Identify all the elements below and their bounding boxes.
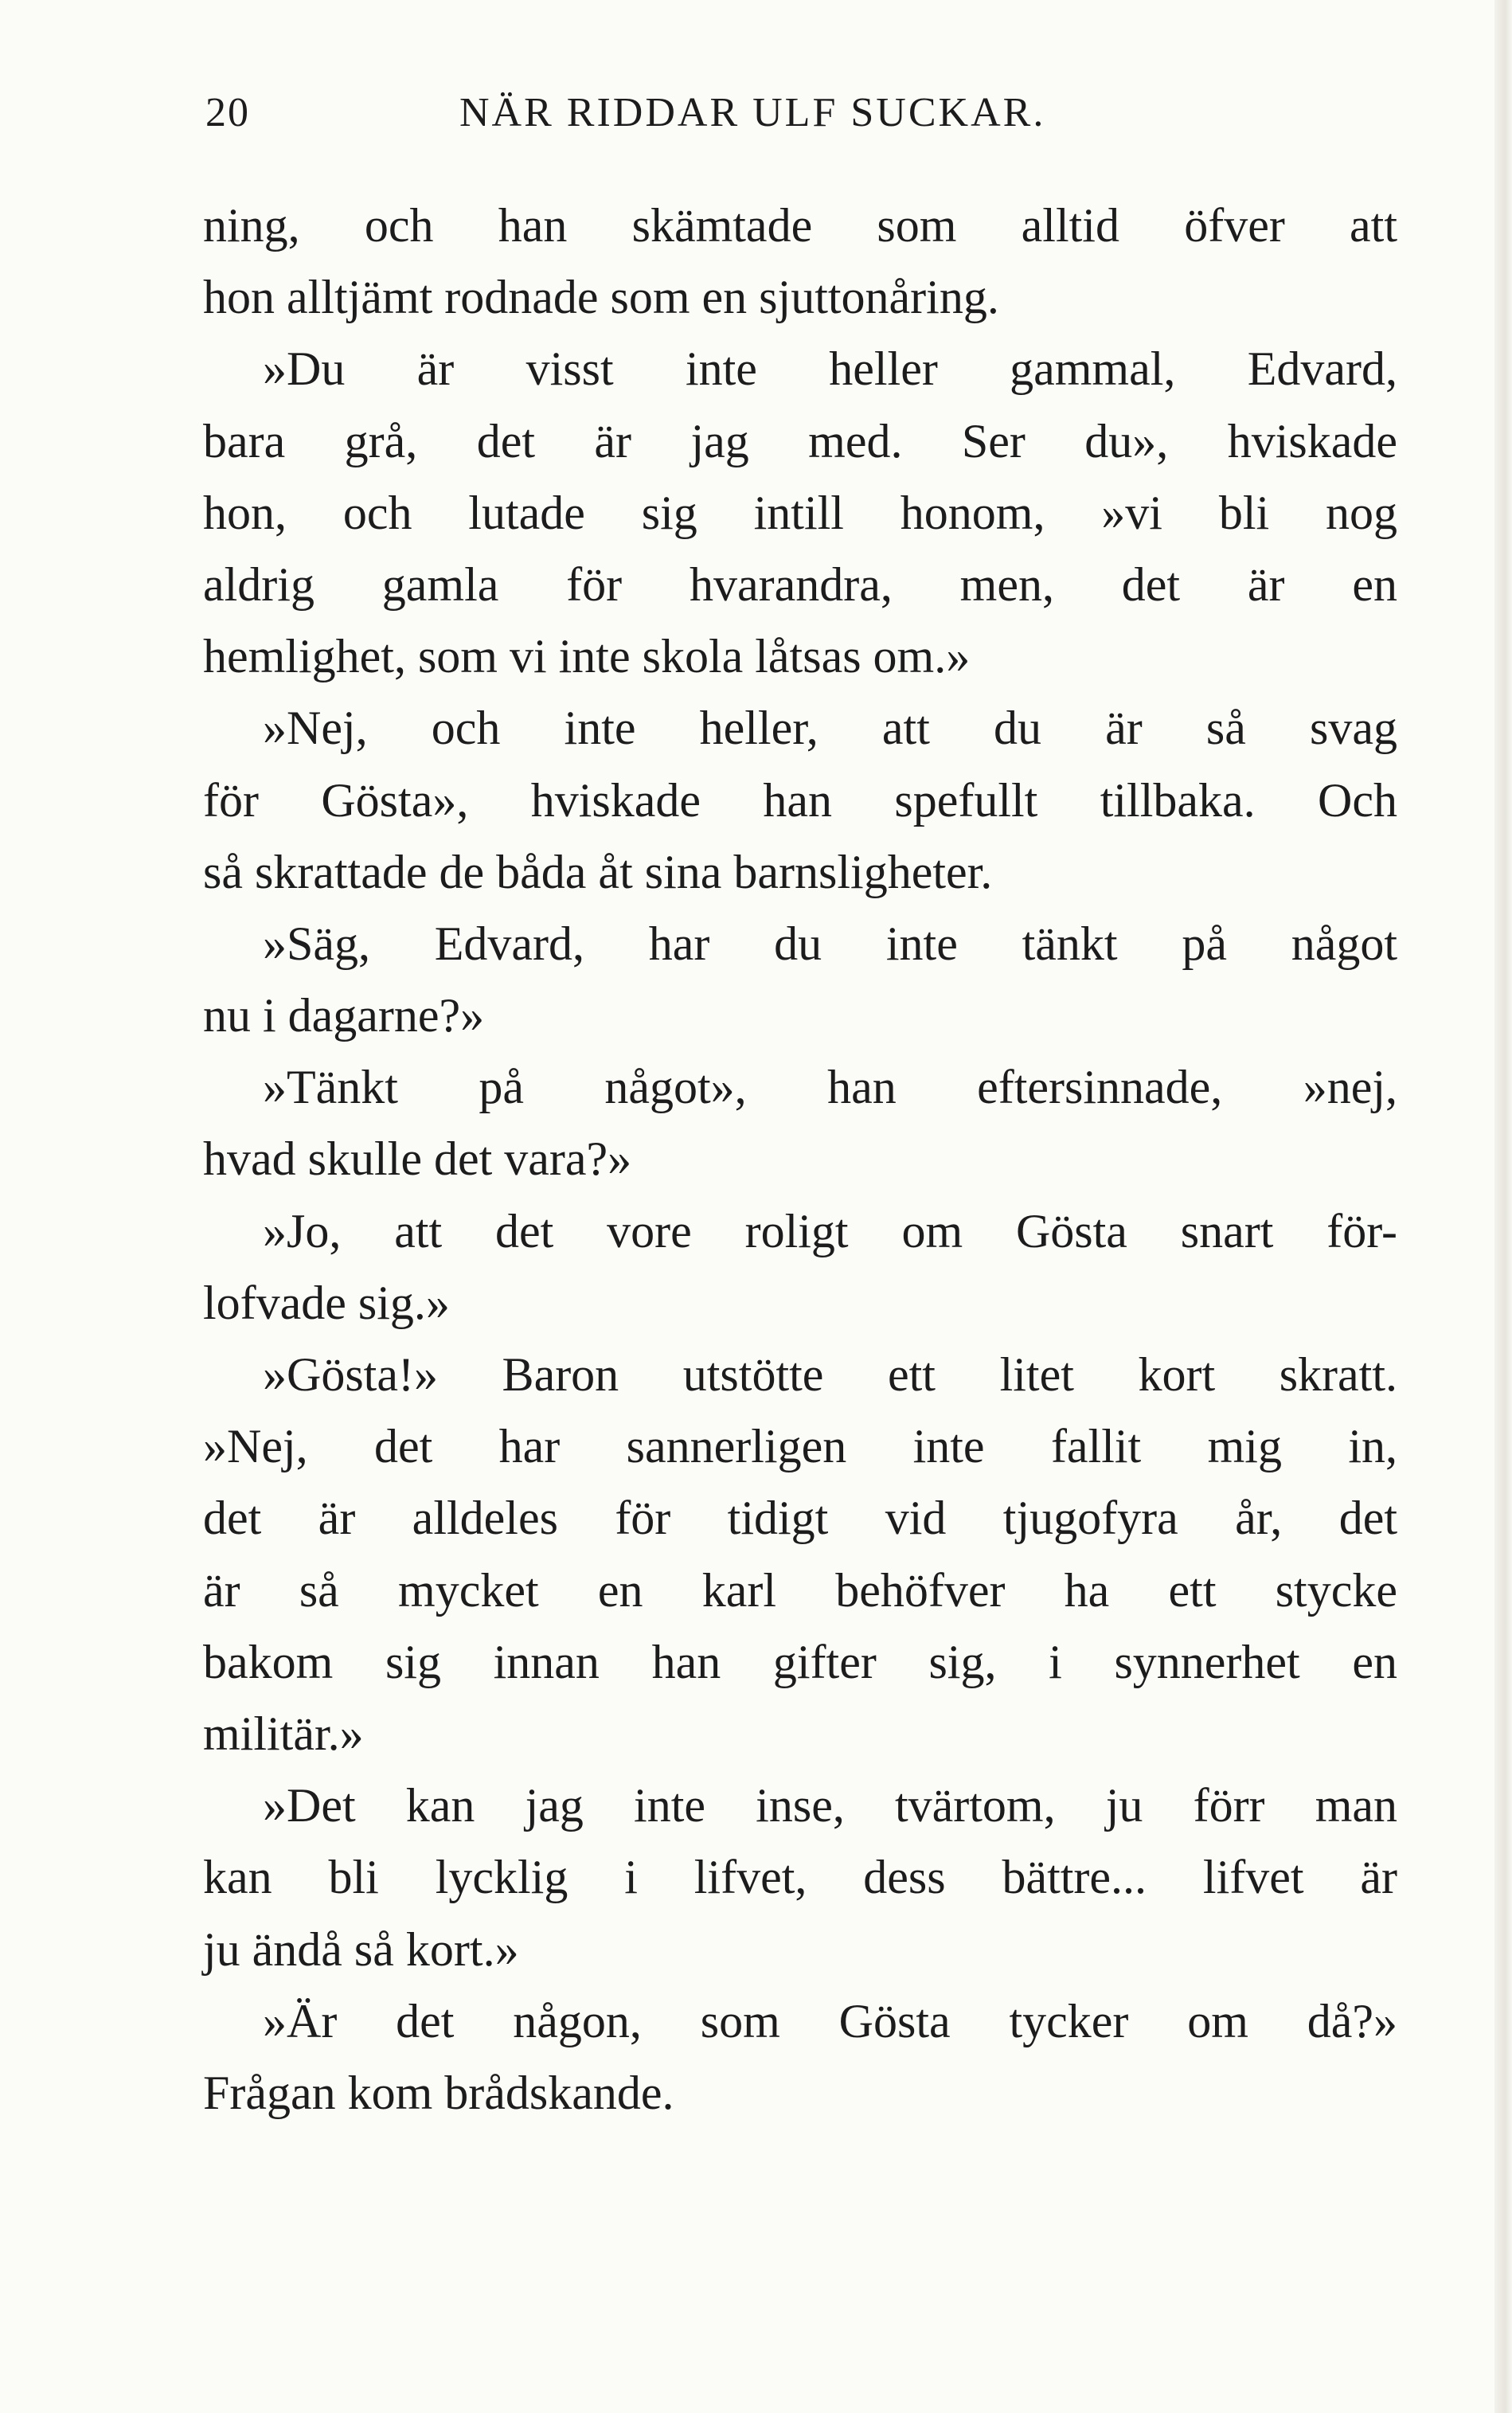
text-line: ju ändå så kort.» <box>203 1922 519 1976</box>
text-line: så skrattade de båda åt sina barnsligheter. <box>203 845 993 898</box>
text-line: bakom sig innan han gifter sig, i synnerhet en <box>203 1635 1397 1688</box>
body-text <box>203 190 1397 2129</box>
text-line: hemlighet, som vi inte skola låtsas om.» <box>203 630 971 683</box>
text-line: kan bli lycklig i lifvet, dess bättre... lifvet är <box>203 1851 1397 1904</box>
text-line: bara grå, det är jag med. Ser du», hviskade <box>203 414 1397 467</box>
text-line: ning, och han skämtade som alltid öfver att <box>203 199 1397 252</box>
text-line: nu i dagarne?» <box>203 989 485 1042</box>
text-line: »Är det någon, som Gösta tycker om då?» <box>263 1994 1397 2047</box>
text-line: hon alltjämt rodnade som en sjuttonåring. <box>203 271 999 324</box>
text-line: hon, och lutade sig intill honom, »vi bli nog <box>203 486 1397 539</box>
text-line: militär.» <box>203 1707 364 1760</box>
text-line: det är alldeles för tidigt vid tjugofyra år, det <box>203 1492 1397 1545</box>
text-line: »Säg, Edvard, har du inte tänkt på något <box>263 917 1397 970</box>
page-edge-shadow <box>1494 0 1512 2413</box>
running-header <box>205 89 1400 153</box>
text-line: »Nej, det har sannerligen inte fallit mig in, <box>203 1420 1397 1473</box>
text-line: hvad skulle det vara?» <box>203 1132 632 1186</box>
text-line: »Du är visst inte heller gammal, Edvard, <box>263 342 1397 396</box>
text-line: »Tänkt på något», han eftersinnade, »nej, <box>263 1061 1397 1114</box>
text-line: »Gösta!» Baron utstötte ett litet kort skratt. <box>263 1348 1397 1401</box>
page-number: 20 <box>205 90 250 135</box>
text-line: »Jo, att det vore roligt om Gösta snart för- <box>263 1204 1397 1257</box>
text-line: aldrig gamla för hvarandra, men, det är en <box>203 557 1397 611</box>
text-line: för Gösta», hviskade han spefullt tillbaka. Och <box>203 773 1397 827</box>
text-line: »Det kan jag inte inse, tvärtom, ju förr man <box>263 1779 1397 1832</box>
text-line: Frågan kom brådskande. <box>203 2066 674 2119</box>
text-line: »Nej, och inte heller, att du är så svag <box>263 702 1397 755</box>
text-line: lofvade sig.» <box>203 1276 450 1329</box>
text-line: är så mycket en karl behöfver ha ett stycke <box>203 1563 1397 1617</box>
running-title: NÄR RIDDAR ULF SUCKAR. <box>459 90 1046 135</box>
